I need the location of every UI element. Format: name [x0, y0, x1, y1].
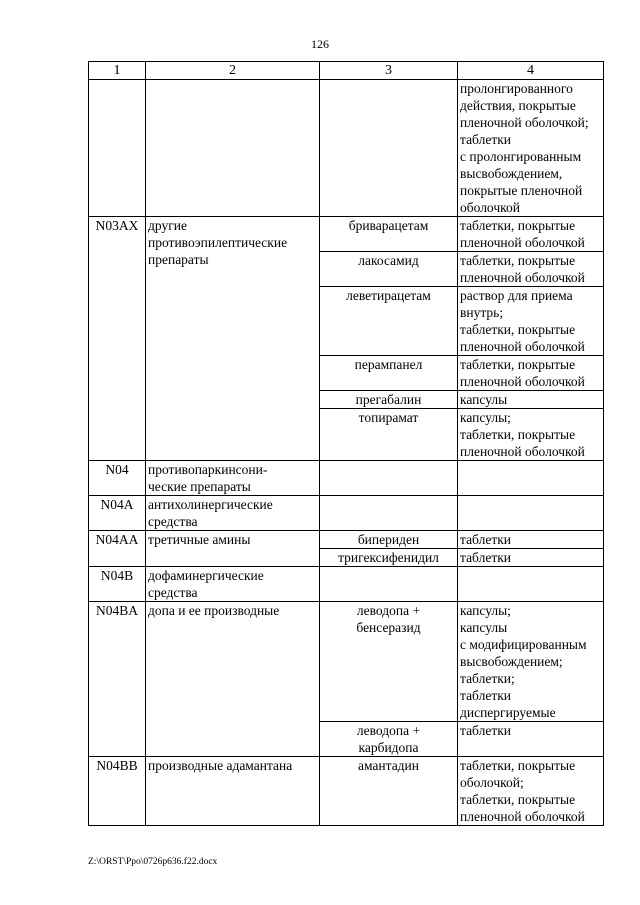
- cell-line: внутрь;: [460, 305, 504, 320]
- cell-line: леводопа +: [356, 723, 421, 738]
- group-cell: [146, 496, 320, 531]
- cell-line: таблетки;: [460, 671, 515, 686]
- page-number: 126: [311, 37, 329, 51]
- cell-line: пленочной оболочкой: [460, 235, 585, 250]
- group-cell: [146, 757, 320, 826]
- cell-line: ческие препараты: [148, 479, 251, 494]
- cell-line: N04BA: [95, 603, 138, 618]
- cell-line: перампанел: [354, 357, 423, 372]
- cell-line: N04: [105, 462, 129, 477]
- cell-line: N04A: [100, 497, 134, 512]
- cell-line: лакосамид: [358, 253, 419, 268]
- cell-line: таблетки, покрытые: [460, 253, 576, 268]
- cell-line: противоэпилептические: [148, 235, 288, 250]
- table-body: [89, 80, 604, 826]
- cell-line: N04AA: [95, 532, 139, 547]
- drug-cell: [320, 549, 458, 567]
- cell-line: таблетки: [460, 723, 512, 738]
- cell-line: антихолинергические: [148, 497, 273, 512]
- table-row: [89, 80, 604, 217]
- group-cell: [146, 531, 320, 567]
- cell-line: производные адамантана: [148, 758, 293, 773]
- form-cell: [458, 356, 604, 391]
- footer-file-path: Z:\ORST\Ppo\0726p636.f22.docx: [88, 857, 218, 867]
- form-cell: [458, 549, 604, 567]
- cell-line: бенсеразид: [356, 620, 421, 635]
- drug-cell: [320, 391, 458, 409]
- group-cell: [146, 602, 320, 757]
- drug-cell: [320, 252, 458, 287]
- cell-line: раствор для приема: [460, 288, 573, 303]
- cell-line: препараты: [148, 252, 209, 267]
- drug-cell: [320, 757, 458, 826]
- form-cell: [458, 391, 604, 409]
- group-cell: [146, 80, 320, 217]
- group-cell: [146, 461, 320, 496]
- cell-line: третичные амины: [148, 532, 251, 547]
- medication-table: [88, 61, 604, 826]
- form-cell: [458, 409, 604, 461]
- cell-line: леводопа +: [356, 603, 421, 618]
- form-cell: [458, 602, 604, 722]
- cell-line: таблетки, покрытые: [460, 322, 576, 337]
- cell-line: пленочной оболочкой: [460, 339, 585, 354]
- cell-line: амантадин: [357, 758, 420, 773]
- cell-line: допа и ее производные: [148, 603, 280, 618]
- code-cell: [89, 217, 146, 461]
- cell-line: пленочной оболочкой;: [460, 115, 589, 130]
- table-row: [89, 602, 604, 722]
- table-row: [89, 531, 604, 549]
- cell-line: диспергируемые: [460, 705, 556, 720]
- form-cell: [458, 757, 604, 826]
- code-cell: [89, 461, 146, 496]
- cell-line: капсулы: [460, 392, 508, 407]
- cell-line: таблетки: [460, 532, 512, 547]
- cell-line: бриварацетам: [348, 218, 429, 233]
- drug-cell: [320, 287, 458, 356]
- column-header: 4: [458, 62, 604, 80]
- cell-line: оболочкой;: [460, 775, 524, 790]
- cell-line: средства: [148, 514, 198, 529]
- drug-cell: [320, 602, 458, 722]
- table-row: [89, 217, 604, 252]
- cell-line: с пролонгированным: [460, 149, 582, 164]
- column-header: 1: [89, 62, 146, 80]
- cell-line: таблетки, покрытые: [460, 758, 576, 773]
- cell-line: дофаминергические: [148, 568, 264, 583]
- cell-line: N03AX: [95, 218, 139, 233]
- cell-line: покрытые пленочной: [460, 183, 583, 198]
- cell-line: таблетки: [460, 550, 512, 565]
- code-cell: [89, 602, 146, 757]
- table-row: [89, 461, 604, 496]
- cell-line: пролонгированного: [460, 81, 573, 96]
- cell-line: с модифицированным: [460, 637, 587, 652]
- drug-cell: [320, 567, 458, 602]
- cell-line: пленочной оболочкой: [460, 270, 585, 285]
- column-header: 3: [320, 62, 458, 80]
- code-cell: [89, 80, 146, 217]
- cell-line: пленочной оболочкой: [460, 444, 585, 459]
- cell-line: таблетки, покрытые: [460, 792, 576, 807]
- code-cell: [89, 531, 146, 567]
- cell-line: карбидопа: [358, 740, 419, 755]
- cell-line: пленочной оболочкой: [460, 809, 585, 824]
- cell-line: другие: [148, 218, 187, 233]
- cell-line: противопаркинсони-: [148, 462, 268, 477]
- cell-line: леветирацетам: [346, 288, 431, 303]
- cell-line: таблетки, покрытые: [460, 218, 576, 233]
- code-cell: [89, 496, 146, 531]
- drug-cell: [320, 409, 458, 461]
- table-header-row: [89, 62, 604, 80]
- table-row: [89, 567, 604, 602]
- cell-line: топирамат: [358, 410, 419, 425]
- cell-line: таблетки, покрытые: [460, 357, 576, 372]
- cell-line: средства: [148, 585, 198, 600]
- cell-line: прегабалин: [355, 392, 422, 407]
- drug-cell: [320, 496, 458, 531]
- cell-line: N04BB: [96, 758, 138, 773]
- form-cell: [458, 531, 604, 549]
- cell-line: таблетки: [460, 688, 512, 703]
- drug-cell: [320, 461, 458, 496]
- cell-line: N04B: [100, 568, 134, 583]
- form-cell: [458, 496, 604, 531]
- cell-line: капсулы;: [460, 410, 511, 425]
- group-cell: [146, 567, 320, 602]
- form-cell: [458, 722, 604, 757]
- table-row: [89, 757, 604, 826]
- code-cell: [89, 757, 146, 826]
- drug-cell: [320, 722, 458, 757]
- drug-cell: [320, 80, 458, 217]
- group-cell: [146, 217, 320, 461]
- cell-line: таблетки: [460, 132, 512, 147]
- cell-line: таблетки, покрытые: [460, 427, 576, 442]
- cell-line: капсулы: [460, 620, 508, 635]
- form-cell: [458, 567, 604, 602]
- code-cell: [89, 567, 146, 602]
- cell-line: капсулы;: [460, 603, 511, 618]
- table-row: [89, 496, 604, 531]
- drug-cell: [320, 217, 458, 252]
- form-cell: [458, 80, 604, 217]
- cell-line: бипериден: [357, 532, 420, 547]
- cell-line: пленочной оболочкой: [460, 374, 585, 389]
- drug-cell: [320, 356, 458, 391]
- form-cell: [458, 252, 604, 287]
- form-cell: [458, 461, 604, 496]
- cell-line: оболочкой: [460, 200, 520, 215]
- form-cell: [458, 287, 604, 356]
- cell-line: высвобождением,: [460, 166, 563, 181]
- cell-line: действия, покрытые: [460, 98, 576, 113]
- cell-line: высвобождением;: [460, 654, 563, 669]
- drug-cell: [320, 531, 458, 549]
- cell-line: тригексифенидил: [338, 550, 439, 565]
- column-header: 2: [146, 62, 320, 80]
- form-cell: [458, 217, 604, 252]
